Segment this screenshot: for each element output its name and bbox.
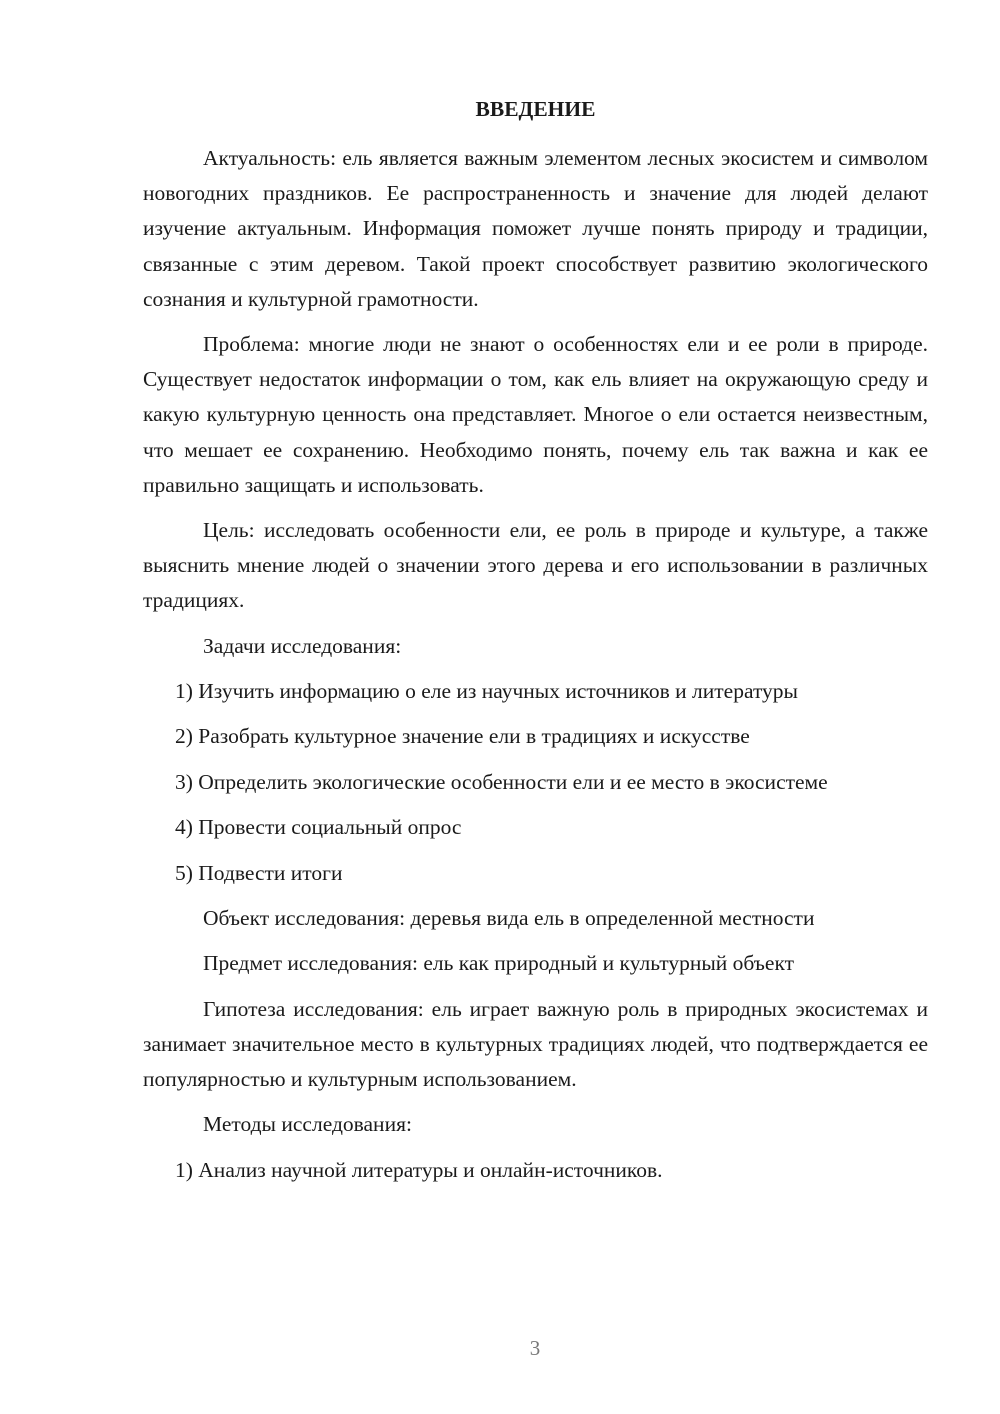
- task-item: 1) Изучить информацию о еле из научных источников и литературы: [175, 679, 799, 704]
- task-item: 5) Подвести итоги: [175, 860, 343, 885]
- task-item: 2) Разобрать культурное значение ели в традициях и искусстве: [175, 724, 750, 749]
- hypothesis-paragraph: Гипотеза исследования: ель играет важную роль в природных экосистемах и занимает значительное место в культурных традициях людей, что подтверждается ее популярностью и культурным использованием.: [143, 996, 928, 1092]
- methods-heading: Методы исследования:: [203, 1112, 412, 1137]
- problem-paragraph: Проблема: многие люди не знают о особенностях ели и ее роли в природе. Существует недостаток информации о том, как ель влияет на окружающую среду и какую культурную ценность она представляет. Многое о ели остается неизвестным, что мешает ее сохранению. Необходимо понять, почему ель так важна и как ее правильно защищать и использовать.: [143, 332, 928, 497]
- method-item: 1) Анализ научной литературы и онлайн-источников.: [175, 1157, 663, 1182]
- research-subject: Предмет исследования: ель как природный и культурный объект: [203, 951, 795, 976]
- document-page: [143, 92, 928, 1198]
- task-item: 4) Провести социальный опрос: [175, 815, 462, 840]
- relevance-paragraph: Актуальность: ель является важным элементом лесных экосистем и символом новогодних праздников. Ее распространенность и значение для людей делают изучение актуальным. Информация поможет лучше понять природу и традиции, связанные с этим деревом. Такой проект способствует развитию экологического сознания и культурной грамотности.: [143, 146, 928, 311]
- goal-paragraph: Цель: исследовать особенности ели, ее роль в природе и культуре, а также выяснить мнение людей о значении этого дерева и его использовании в различных традициях.: [143, 518, 928, 613]
- research-object: Объект исследования: деревья вида ель в определенной местности: [203, 905, 815, 930]
- page-title: ВВЕДЕНИЕ: [475, 97, 596, 121]
- tasks-heading: Задачи исследования:: [203, 633, 402, 658]
- task-item: 3) Определить экологические особенности ели и ее место в экосистеме: [175, 769, 828, 794]
- page-number: 3: [529, 1336, 541, 1360]
